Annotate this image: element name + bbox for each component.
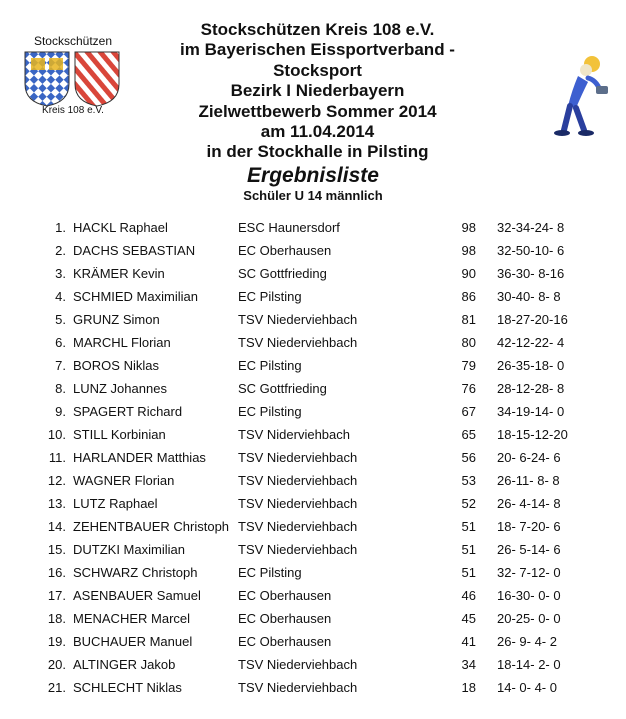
result-points: 67 [461,404,476,419]
result-row [0,538,626,561]
result-row [0,216,626,239]
result-name: ALTINGER Jakob [73,657,176,672]
result-row [0,239,626,262]
result-club: EC Pilsting [238,565,302,580]
result-detail: 18-15-12-20 [497,427,568,442]
coat-of-arms-icon [17,50,129,108]
result-points: 18 [461,680,476,695]
result-points: 56 [461,450,476,465]
result-rank: 7. [55,358,66,373]
result-detail: 18-27-20-16 [497,312,568,327]
result-row [0,469,626,492]
result-row [0,400,626,423]
result-points: 51 [461,565,476,580]
result-club: EC Pilsting [238,289,302,304]
result-club: EC Oberhausen [238,588,332,603]
result-points: 86 [461,289,476,304]
result-row [0,584,626,607]
result-club: ESC Haunersdorf [238,220,340,235]
result-rank: 1. [55,220,66,235]
result-club: EC Pilsting [238,358,302,373]
result-name: GRUNZ Simon [73,312,160,327]
results-list [0,216,626,699]
logo-caption: Stockschützen [33,34,113,48]
result-row [0,446,626,469]
result-points: 51 [461,519,476,534]
result-name: BOROS Niklas [73,358,159,373]
result-club: TSV Niederviehbach [238,680,358,695]
result-points: 52 [461,496,476,511]
result-name: BUCHAUER Manuel [73,634,193,649]
result-name: ZEHENTBAUER Christoph [73,519,230,534]
result-points: 46 [461,588,476,603]
result-detail: 36-30- 8-16 [497,266,565,281]
result-row [0,354,626,377]
result-club: EC Oberhausen [238,634,332,649]
result-name: HARLANDER Matthias [73,450,206,465]
result-name: WAGNER Florian [73,473,175,488]
result-rank: 4. [55,289,66,304]
result-rank: 2. [55,243,66,258]
header-line-2: im Bayerischen Eissportverband - Stocksport [180,40,455,80]
category-subtitle: Schüler U 14 männlich [243,188,383,203]
header-line-5: am 11.04.2014 [260,122,375,142]
result-rank: 19. [47,634,66,649]
result-rank: 6. [55,335,66,350]
result-points: 76 [461,381,476,396]
result-club: TSV Niederviehbach [238,473,358,488]
result-detail: 32-34-24- 8 [497,220,565,235]
result-name: SCHMIED Maximilian [73,289,198,304]
result-club: TSV Niederviehbach [238,335,358,350]
result-name: DACHS SEBASTIAN [73,243,196,258]
result-points: 98 [461,243,476,258]
result-detail: 26- 5-14- 6 [497,542,561,557]
result-detail: 28-12-28- 8 [497,381,565,396]
result-points: 41 [461,634,476,649]
result-detail: 32-50-10- 6 [497,243,565,258]
result-points: 80 [461,335,476,350]
result-detail: 18-14- 2- 0 [497,657,561,672]
page-title: Ergebnisliste [247,164,379,187]
result-points: 98 [461,220,476,235]
result-name: LUTZ Raphael [73,496,158,511]
result-rank: 11. [48,450,66,465]
result-row [0,423,626,446]
result-rank: 21. [47,680,66,695]
result-detail: 34-19-14- 0 [497,404,565,419]
result-detail: 20-25- 0- 0 [497,611,561,626]
result-club: SC Gottfrieding [238,266,327,281]
result-detail: 26-11- 8- 8 [497,473,560,488]
result-name: DUTZKI Maximilian [73,542,185,557]
result-detail: 42-12-22- 4 [497,335,565,350]
header-line-1: Stockschützen Kreis 108 e.V. [200,20,435,39]
result-club: TSV Niederviehbach [238,542,358,557]
result-row [0,515,626,538]
result-rank: 3. [55,266,66,281]
header-line-3: Bezirk I Niederbayern [230,81,405,101]
result-rank: 13. [47,496,66,511]
result-points: 53 [461,473,476,488]
result-row [0,676,626,699]
result-detail: 16-30- 0- 0 [497,588,561,603]
event-header [140,20,495,163]
result-detail: 20- 6-24- 6 [497,450,561,465]
result-rank: 17. [47,588,66,603]
result-points: 81 [461,312,476,327]
result-rank: 20. [47,657,66,672]
result-name: MENACHER Marcel [73,611,191,626]
result-name: SCHWARZ Christoph [73,565,198,580]
result-detail: 18- 7-20- 6 [497,519,561,534]
result-rank: 16. [47,565,66,580]
result-rank: 10. [47,427,66,442]
result-club: EC Pilsting [238,404,302,419]
result-row [0,262,626,285]
result-club: TSV Niederviehbach [238,657,358,672]
result-name: ASENBAUER Samuel [73,588,201,603]
header-line-4: Zielwettbewerb Sommer 2014 [198,101,437,121]
header-line-6: in der Stockhalle in Pilsting [206,142,429,162]
result-club: EC Oberhausen [238,611,332,626]
result-club: TSV Niederviehbach [238,519,358,534]
result-rank: 18. [47,611,66,626]
result-name: KRÄMER Kevin [73,266,165,281]
result-row [0,492,626,515]
result-points: 34 [461,657,476,672]
result-detail: 32- 7-12- 0 [497,565,561,580]
result-rank: 12. [47,473,66,488]
result-points: 79 [461,358,476,373]
result-row [0,377,626,400]
result-club: TSV Niederviehbach [238,312,358,327]
result-name: HACKL Raphael [73,220,168,235]
result-points: 45 [461,611,476,626]
stock-shooter-figure-icon [534,50,614,140]
result-detail: 26- 4-14- 8 [497,496,561,511]
result-name: STILL Korbinian [73,427,166,442]
result-club: SC Gottfrieding [238,381,327,396]
result-row [0,285,626,308]
result-points: 65 [461,427,476,442]
result-club: EC Oberhausen [238,243,332,258]
result-row [0,653,626,676]
result-row [0,607,626,630]
result-detail: 30-40- 8- 8 [497,289,561,304]
result-name: SPAGERT Richard [73,404,183,419]
result-name: LUNZ Johannes [73,381,167,396]
result-detail: 14- 0- 4- 0 [497,680,557,695]
result-name: MARCHL Florian [73,335,171,350]
result-name: SCHLECHT Niklas [73,680,182,695]
result-rank: 15. [47,542,66,557]
result-rank: 9. [55,404,66,419]
result-row [0,331,626,354]
result-club: TSV Niederviehbach [238,496,358,511]
result-points: 90 [461,266,476,281]
result-rank: 5. [55,312,66,327]
club-logo [17,34,129,124]
result-row [0,308,626,331]
result-club: TSV Niederviehbach [238,450,358,465]
result-row [0,630,626,653]
result-rank: 8. [55,381,66,396]
result-points: 51 [461,542,476,557]
result-rank: 14. [47,519,66,534]
result-row [0,561,626,584]
result-club: TSV Niderviehbach [238,427,350,442]
result-detail: 26-35-18- 0 [497,358,565,373]
result-detail: 26- 9- 4- 2 [497,634,557,649]
logo-subtitle: Kreis 108 e.V. [42,105,104,116]
